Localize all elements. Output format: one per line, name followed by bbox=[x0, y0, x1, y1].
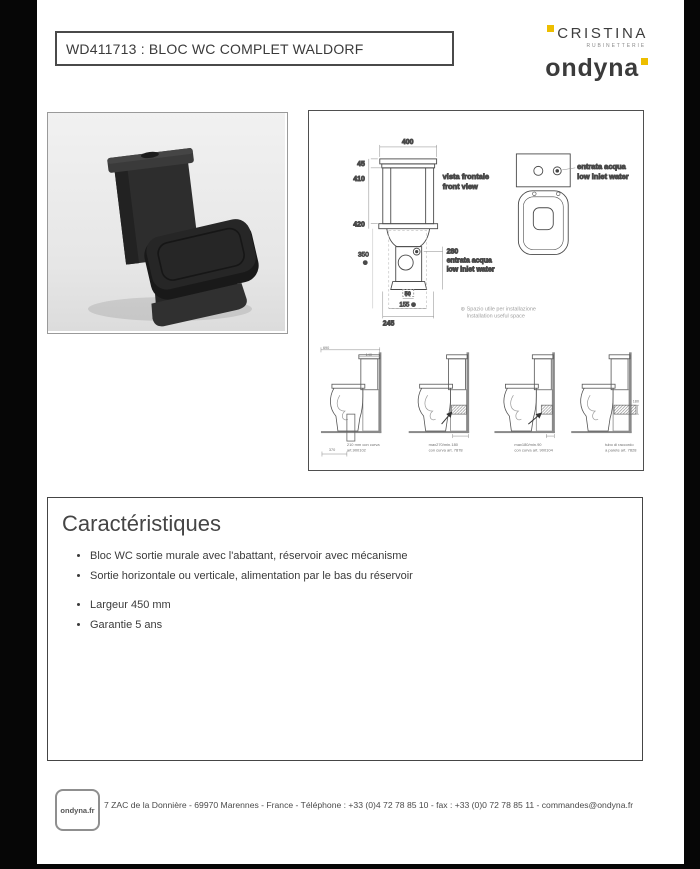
installation-note-en: Installation useful space bbox=[466, 313, 525, 320]
dim-45: 45 bbox=[357, 160, 365, 168]
characteristics-title: Caractéristiques bbox=[62, 511, 221, 536]
toilet-render-image bbox=[48, 113, 285, 331]
dim-155: 155 ⊛ bbox=[399, 302, 417, 309]
product-photo bbox=[47, 112, 288, 334]
inlet-label-it: entrata acqua bbox=[446, 257, 492, 265]
footer-contact-info: 7 ZAC de la Donnière - 69970 Marennes - France - Téléphone : +33 (0)4 72 78 85 10 - fax : +33 (0)0 72 78 85 11 - commandes@ondyna.fr bbox=[104, 800, 634, 810]
cristina-logo bbox=[547, 26, 648, 41]
product-title-box bbox=[55, 31, 454, 66]
dim-410: 410 bbox=[353, 175, 365, 183]
characteristics-list bbox=[76, 550, 642, 582]
dim-400: 400 bbox=[401, 138, 414, 146]
side3-caption-line1: max180/min.90 bbox=[514, 442, 542, 448]
installation-note-it: ⊛ Spazio utile per installazione bbox=[460, 306, 536, 313]
top-inlet-label-it: entrata acqua bbox=[577, 161, 626, 171]
side1-caption-line1: 210 mm con curva bbox=[346, 442, 380, 448]
ondyna-logo bbox=[545, 56, 648, 81]
dim-50: 50 bbox=[404, 291, 411, 298]
side2-caption-line1: max270/min.180 bbox=[428, 442, 458, 448]
characteristics-section bbox=[47, 497, 643, 761]
characteristic-item: • Sortie horizontale ou verticale, alimentation par le bas du réservoir bbox=[90, 570, 642, 582]
front-view-drawing bbox=[353, 139, 495, 327]
side4-caption-line1: tubo di raccordo bbox=[605, 442, 634, 448]
cristina-wordmark: CRISTINA bbox=[557, 25, 648, 42]
dim-245: 245 bbox=[382, 320, 395, 328]
side3-caption-line2: con curva art. 900104 bbox=[514, 447, 553, 453]
side1-dim-bottom: 370 bbox=[328, 448, 336, 453]
dim-350-symbol: ⊛ bbox=[362, 260, 368, 267]
front-view-label-it: vista frontale bbox=[442, 171, 490, 181]
dim-280: 280 bbox=[446, 248, 459, 256]
page-title: WD411713 : BLOC WC COMPLET WALDORF bbox=[66, 40, 364, 57]
side-view-2 bbox=[409, 352, 469, 452]
side4-dim-right: 180 bbox=[632, 399, 640, 404]
front-view-label-en: front view bbox=[442, 181, 478, 191]
side2-caption-line2: con curva art. 7878 bbox=[428, 447, 463, 453]
technical-drawing-svg bbox=[309, 111, 643, 470]
characteristics-list-2 bbox=[76, 599, 642, 631]
cristina-square-icon bbox=[547, 25, 554, 32]
side1-dim-top: 690 bbox=[322, 345, 330, 350]
side1-caption-line2: art.900102 bbox=[346, 447, 366, 453]
technical-drawing bbox=[308, 110, 644, 471]
top-view-drawing bbox=[516, 154, 628, 255]
cristina-subtitle: RUBINETTERIE bbox=[586, 43, 646, 49]
side-view-1 bbox=[321, 346, 381, 457]
footer-logo-badge: ondyna.fr bbox=[55, 789, 100, 831]
inlet-label-en: low inlet water bbox=[446, 266, 495, 274]
side4-caption-line2: a parete art. 7828 bbox=[605, 447, 637, 453]
characteristic-item: • Garantie 5 ans bbox=[90, 619, 642, 631]
ondyna-square-icon bbox=[641, 58, 648, 65]
characteristic-item: • Bloc WC sortie murale avec l'abattant, réservoir avec mécanisme bbox=[90, 550, 642, 562]
document-page bbox=[37, 0, 684, 864]
side1-dim-top2: 140 bbox=[365, 352, 372, 357]
ondyna-wordmark: ondyna bbox=[545, 54, 639, 82]
side-view-3 bbox=[494, 352, 554, 452]
top-inlet-label-en: low inlet water bbox=[577, 171, 629, 181]
side-view-4 bbox=[571, 352, 639, 452]
characteristic-item: • Largeur 450 mm bbox=[90, 599, 642, 611]
dim-350: 350 bbox=[358, 251, 369, 259]
brand-block bbox=[545, 26, 648, 81]
dim-420: 420 bbox=[353, 221, 365, 229]
